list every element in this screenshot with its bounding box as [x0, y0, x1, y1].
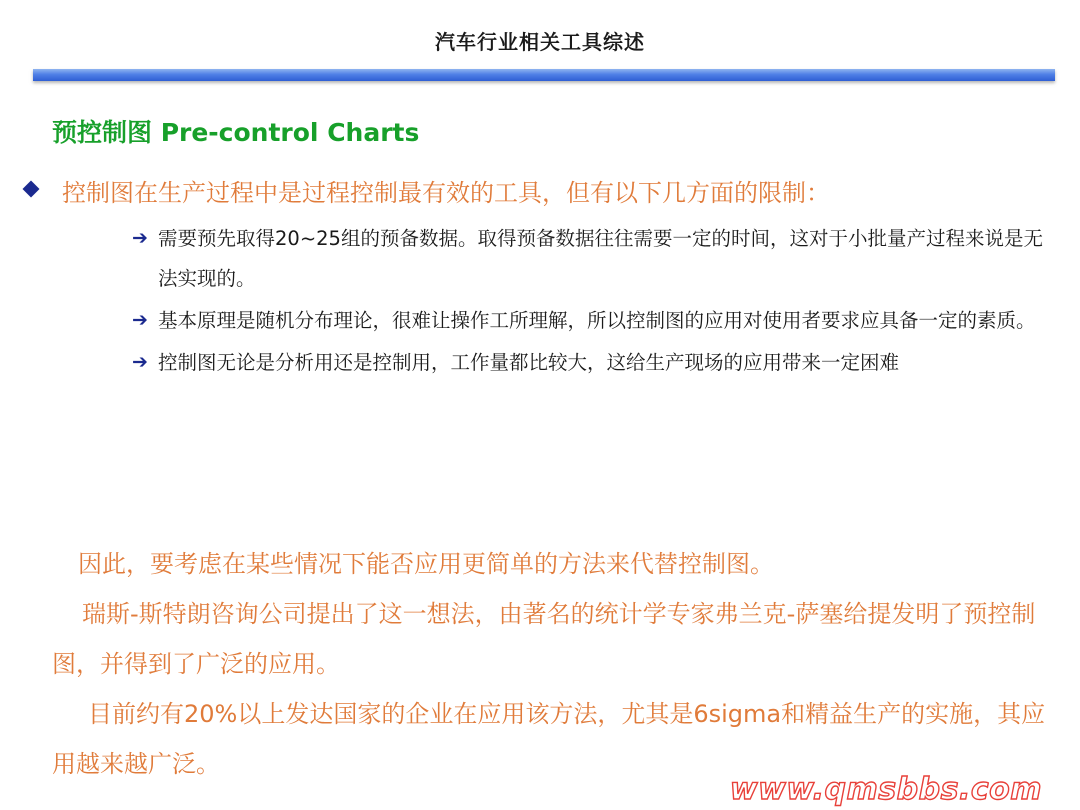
sub-bullet-item — [130, 219, 1050, 299]
arrow-right-icon: ➔ — [132, 351, 148, 373]
body-paragraph-origin: 瑞斯-斯特朗咨询公司提出了这一想法，由著名的统计学专家弗兰克-萨塞给提发明了预控制图，并得到了广泛的应用。 — [52, 600, 1036, 678]
arrow-right-icon: ➔ — [132, 309, 148, 331]
body-paragraph-adoption: 目前约有20%以上发达国家的企业在应用该方法，尤其是6sigma和精益生产的实施，其应用越来越广泛。 — [52, 700, 1046, 778]
arrow-right-icon: ➔ — [132, 227, 148, 249]
body-paragraph-conclusion: 因此，要考虑在某些情况下能否应用更简单的方法来代替控制图。 — [78, 550, 774, 578]
header-title: 汽车行业相关工具综述 — [435, 30, 645, 54]
section-heading: 预控制图 Pre-control Charts — [52, 118, 420, 147]
sub-bullet-item — [130, 301, 1050, 341]
sub-bullet-list — [130, 219, 1050, 385]
site-watermark: www.qmsbbs.com — [729, 772, 1042, 807]
sub-bullet-item — [130, 343, 1050, 383]
sub-bullet-text: 需要预先取得20~25组的预备数据。取得预备数据往往需要一定的时间，这对于小批量产过程来说是无法实现的。 — [158, 227, 1043, 290]
diamond-bullet-icon — [23, 181, 40, 198]
sub-bullet-text: 基本原理是随机分布理论，很难让操作工所理解，所以控制图的应用对使用者要求应具备一定的素质。 — [158, 309, 1036, 332]
header-divider-bar — [33, 69, 1055, 81]
main-bullet-text: 控制图在生产过程中是过程控制最有效的工具，但有以下几方面的限制： — [62, 179, 830, 207]
sub-bullet-text: 控制图无论是分析用还是控制用，工作量都比较大，这给生产现场的应用带来一定困难 — [158, 351, 900, 374]
